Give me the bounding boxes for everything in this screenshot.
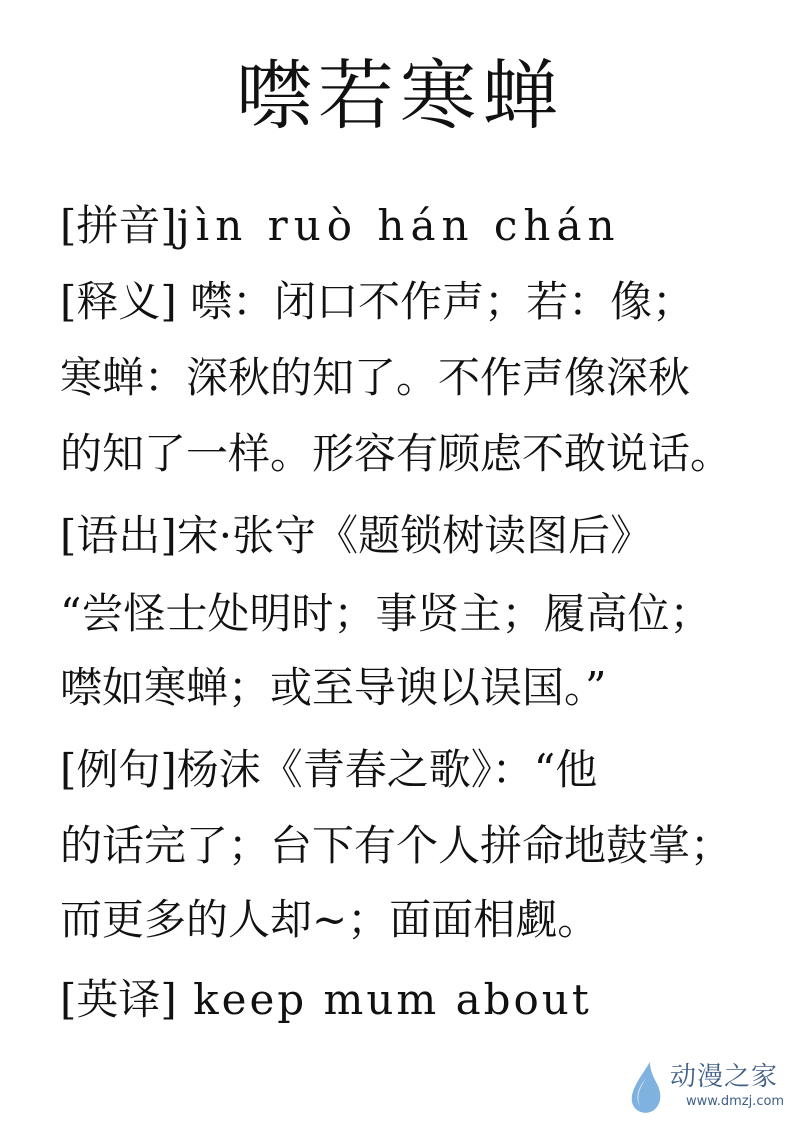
example-line-1 [60, 742, 597, 798]
definition-text-3: 的知了一样。形容有顾虑不敢说话。 [60, 429, 733, 478]
example-text-1: 杨沫《青春之歌》：“他 [176, 745, 598, 794]
source-line-3 [60, 660, 606, 716]
example-label: [例句] [60, 745, 177, 794]
watermark-name: 动漫之家 [670, 1062, 779, 1092]
definition-line-1 [60, 274, 694, 330]
english-label: [英译] [60, 975, 177, 1024]
pinyin-line [60, 198, 621, 254]
watermark [626, 1058, 786, 1118]
source-label: [语出] [60, 511, 177, 560]
example-line-2 [60, 818, 732, 874]
source-line-2 [60, 586, 711, 642]
source-text-2: “尝怪士处明时；事贤主；履高位； [60, 589, 712, 638]
droplet-logo-icon [626, 1060, 666, 1116]
example-text-2: 的话完了；台下有个人拼命地鼓掌； [60, 821, 733, 870]
source-text-3: 噤如寒蝉；或至导谀以误国。” [60, 663, 607, 712]
pinyin-value: jìn ruò hán chán [176, 201, 621, 250]
definition-line-2 [60, 350, 690, 406]
example-text-3: 而更多的人却~；面面相觑。 [60, 895, 600, 944]
example-line-3 [60, 892, 599, 948]
pinyin-label: [拼音] [60, 201, 177, 250]
english-value: keep mum about [176, 975, 592, 1024]
page-title: 噤若寒蝉 [236, 51, 564, 140]
watermark-url: www.dmzj.com [686, 1094, 785, 1109]
definition-text-1: 噤：闭口不作声；若：像； [176, 277, 695, 326]
definition-line-3 [60, 426, 732, 482]
definition-label: [释义] [60, 277, 177, 326]
english-line [60, 972, 592, 1028]
definition-text-2: 寒蝉：深秋的知了。不作声像深秋 [60, 353, 691, 402]
source-text-1: 宋·张守《题锁树读图后》 [176, 511, 653, 560]
source-line-1 [60, 508, 652, 564]
